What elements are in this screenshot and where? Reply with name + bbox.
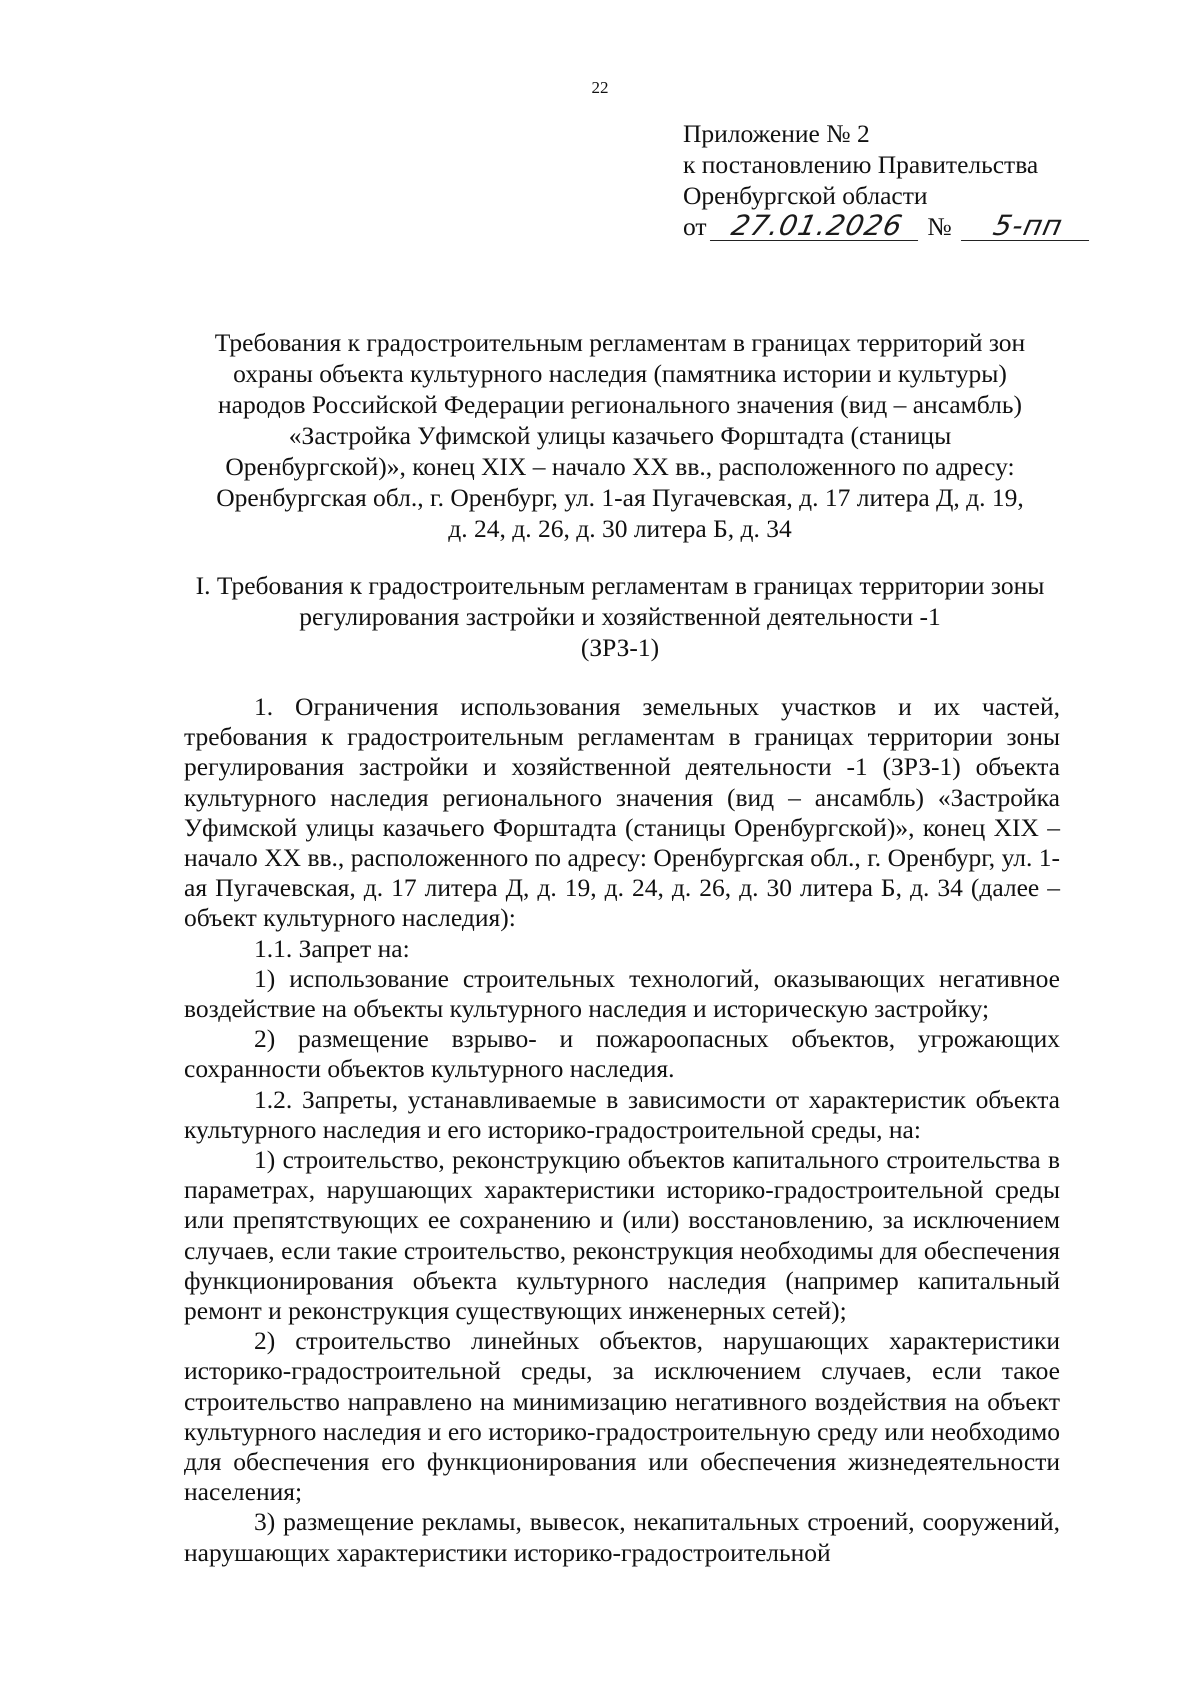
section-heading-line: I. Требования к градостроительным регламентам в границах территории зоны (195, 571, 1045, 600)
page-number: 22 (591, 78, 609, 97)
title-line: Оренбургская обл., г. Оренбург, ул. 1-ая Пугачевская, д. 17 литера Д, д. 19, (216, 483, 1024, 512)
paragraph: 1) использование строительных технологий, оказывающих негативное воздействие на объекты культурного наследия и историческую застройку; (184, 963, 1060, 1024)
appendix-title: Приложение № 2 (683, 119, 870, 148)
paragraph: 1. Ограничения использования земельных участков и их частей, требования к градостроительным регламентам в границах территории зоны регулирования застройки и хозяйственной деятельности -1 (ЗРЗ-1) объекта культурного наследия регионального значения (вид – ансамбль) «Застройка Уфимской улицы казачьего Форштадта (станицы Оренбургской)», конец XIX – начало XX вв., расположенного по адресу: Оренбургская обл., г. Оренбург, ул. 1-ая Пугачевская, д. 17 литера Д, д. 19, д. 24, д. 26, д. 30 литера Б, д. 34 (далее – объект культурного наследия): (184, 692, 1060, 933)
title-line: д. 24, д. 26, д. 30 литера Б, д. 34 (448, 514, 792, 543)
section-heading (180, 570, 1060, 663)
paragraph: 2) размещение взрыво- и пожароопасных объектов, угрожающих сохранности объектов культурного наследия. (184, 1024, 1060, 1084)
document-title (180, 327, 1060, 544)
title-line: «Застройка Уфимской улицы казачьего Форштадта (станицы (288, 421, 952, 450)
appendix-resolution: к постановлению Правительства (683, 150, 1039, 179)
date-prefix: от (683, 212, 707, 241)
handwritten-date: 27.01.2026 (710, 212, 924, 241)
handwritten-number: 5-пп (961, 212, 1095, 241)
title-line: народов Российской Федерации регионального значения (вид – ансамбль) (218, 390, 1022, 419)
title-line: охраны объекта культурного наследия (памятника истории и культуры) (233, 359, 1007, 388)
number-prefix: № (927, 212, 952, 241)
appendix-date-line (683, 211, 1092, 242)
section-heading-line: (ЗРЗ-1) (580, 633, 660, 662)
title-line: Требования к градостроительным регламентам в границах территорий зон (214, 328, 1026, 357)
document-body (184, 692, 1060, 1568)
section-heading-line: регулирования застройки и хозяйственной деятельности -1 (299, 602, 941, 631)
appendix-header (683, 118, 1092, 242)
paragraph: 1.2. Запреты, устанавливаемые в зависимости от характеристик объекта культурного наследия и его историко-градостроительной среды, на: (184, 1084, 1060, 1144)
appendix-region: Оренбургской области (683, 181, 928, 210)
paragraph: 3) размещение рекламы, вывесок, некапитальных строений, сооружений, нарушающих характеристики историко-градостроительной (184, 1507, 1060, 1567)
title-line: Оренбургской)», конец XIX – начало XX вв., расположенного по адресу: (225, 452, 1015, 481)
paragraph: 1) строительство, реконструкцию объектов капитального строительства в параметрах, нарушающих характеристики историко-градостроительной среды или препятствующих ее сохранению и (или) восстановлению, за исключением случаев, если такие строительство, реконструкция необходимы для обеспечения функционирования объекта культурного наследия (например капитальный ремонт и реконструкция существующих инженерных сетей); (184, 1145, 1060, 1326)
paragraph: 1.1. Запрет на: (254, 933, 410, 963)
paragraph: 2) строительство линейных объектов, нарушающих характеристики историко-градостроительной среды, за исключением случаев, если такое строительство направлено на минимизацию негативного воздействия на объект культурного наследия и его историко-градостроительную среду или необходимо для обеспечения его функционирования или обеспечения жизнедеятельности населения; (184, 1326, 1060, 1507)
